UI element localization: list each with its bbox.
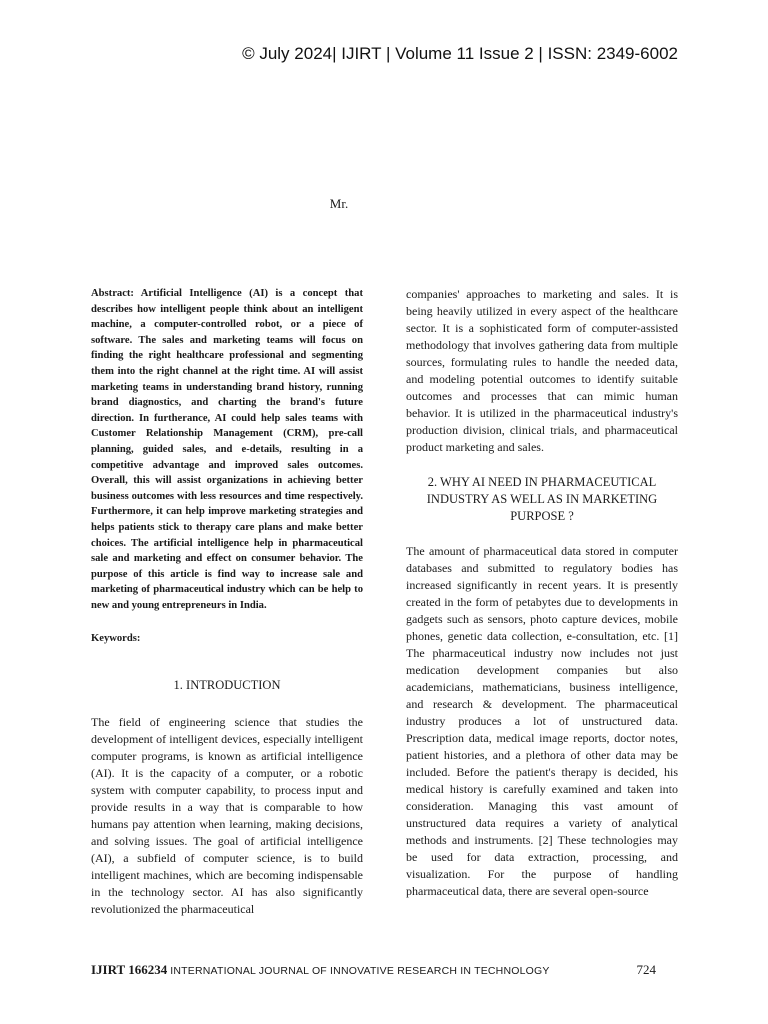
abstract: Abstract: Artificial Intelligence (AI) is a concept that describes how intelligent people think about an intelligent machine, a computer-controlled robot, or a piece of software. The sales and marketing teams will focus on finding the right healthcare professional and segmenting them into the right channel at the right time. AI will assist marketing teams in understanding brand history, running brand diagnostics, and charting the brand's future direction. In furtherance, AI could help sales teams with Customer Relationship Management (CRM), pre-call planning, guided sales, and e-details, resulting in a competitive advantage and improved sales outcomes. Overall, this will assist organizations in achieving better business outcomes with less resources and time respectively. Furthermore, it can help improve marketing strategies and helps patients stick to therapy care plans and make better choices. The artificial intelligence help in pharmaceutical sale and marketing and effect on consumer behavior. The purpose of this article is find way to increase sale and marketing of pharmaceutical industry which can be help to new and young entrepreneurs in India.	[91, 288, 363, 611]
page-footer	[91, 962, 678, 980]
running-header: © July 2024| IJIRT | Volume 11 Issue 2 | ISSN: 2349-6002	[242, 44, 678, 63]
introduction-paragraph: The field of engineering science that studies the development of intelligent devices, especially intelligent computer programs, is known as artificial intelligence (AI). It is the capacity of a computer, or a robotic system with computer capability, to process input and provide results in a way that is comparable to how humans pay attention when learning, making decisions, and solving issues. The goal of artificial intelligence (AI), a subfield of computer science, is to build intelligent machines, which are becoming indispensable in the technology sector. AI has also significantly revolutionized the pharmaceutical	[91, 715, 363, 917]
section-heading-why-ai: 2. WHY AI NEED IN PHARMACEUTICAL INDUSTRY AS WELL AS IN MARKETING PURPOSE ?	[426, 475, 658, 523]
page-number: 724	[636, 962, 656, 977]
paper-id: IJIRT 166234	[91, 962, 168, 977]
keywords-label: Keywords:	[91, 633, 141, 645]
introduction-continuation: companies' approaches to marketing and sales. It is being heavily utilized in every aspect of the healthcare sector. It is a sophisticated form of computer-assisted methodology that involves gathering data from multiple sources, formulating rules to handle the needed data, and modeling potential outcomes to identify suitable outcomes and processes that can mimic human behavior. It is utilized in the pharmaceutical industry's production division, clinical trials, and pharmaceutical product marketing and sales.	[406, 287, 678, 454]
author-name: Mr.	[329, 196, 349, 211]
left-column	[91, 286, 363, 918]
right-column	[406, 286, 678, 900]
journal-name: INTERNATIONAL JOURNAL OF INNOVATIVE RESEARCH IN TECHNOLOGY	[170, 965, 550, 977]
why-ai-paragraph: The amount of pharmaceutical data stored in computer databases and submitted to regulatory bodies has increased significantly in recent years. It is presently created in the form of petabytes due to developments in gadgets such as sensors, photo capture devices, mobile phones, genetic data collection, e-consultation, etc. [1] The pharmaceutical industry now includes not just medication development companies but also academicians, mathematicians, business intelligence, and research & development. The pharmaceutical industry produces a lot of unstructured data. Prescription data, medical image reports, doctor notes, patient histories, and a plethora of other data may be included. Before the patient's therapy is decided, his medical history is carefully examined and taken into consideration. Managing this vast amount of unstructured data requires a variety of analytical methods and instruments. [2] These technologies may be used for data extraction, processing, and visualization. For the purpose of handling pharmaceutical data, there are several open-source	[406, 544, 678, 898]
section-heading-introduction: 1. INTRODUCTION	[173, 678, 281, 693]
